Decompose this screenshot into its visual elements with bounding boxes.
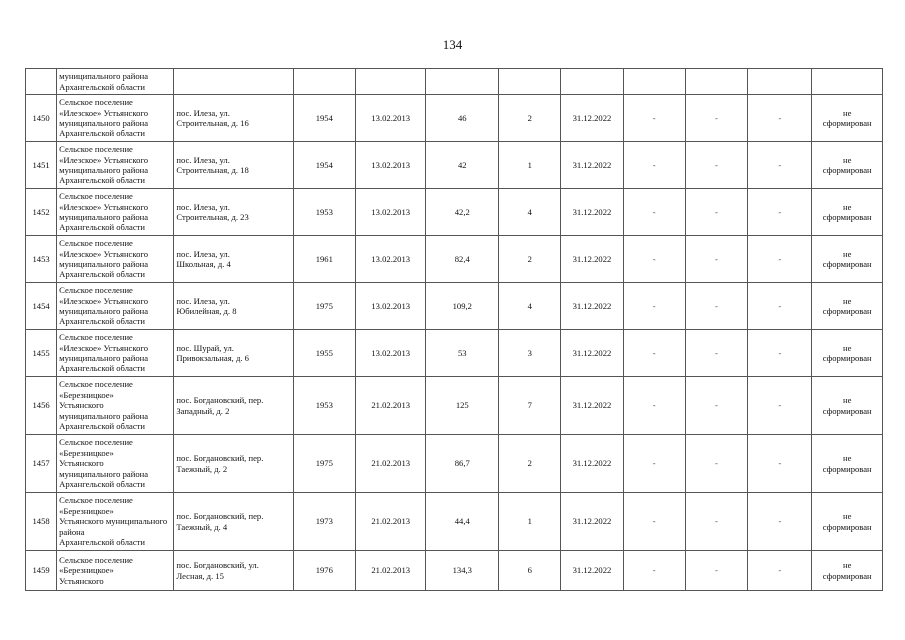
cell-date: 21.02.2013 — [355, 493, 426, 551]
cell-line: Архангельской области — [59, 537, 145, 548]
cell-line: «Илезское» Устьянского — [59, 154, 148, 165]
cell-line: «Березницкое» — [59, 447, 114, 458]
cell-municipality — [57, 236, 174, 283]
cell-line: не — [842, 342, 852, 353]
cell-address — [174, 435, 293, 493]
cell-year: 1961 — [293, 236, 355, 283]
cell-empty — [685, 69, 747, 95]
table-row — [26, 283, 883, 330]
cell-deadline: 31.12.2022 — [561, 283, 623, 330]
cell-dash: - — [623, 142, 685, 189]
cell-line: пос. Богдановский, ул. — [176, 560, 259, 571]
cell-deadline: 31.12.2022 — [561, 236, 623, 283]
cell-deadline: 31.12.2022 — [561, 95, 623, 142]
cell-dash: - — [685, 330, 747, 377]
cell-line: Школьная, д. 4 — [176, 259, 231, 269]
cell-line: Архангельской области — [59, 421, 145, 432]
cell-municipality — [57, 283, 174, 330]
cell-dash: - — [685, 435, 747, 493]
cell-line: «Березницкое» — [59, 505, 114, 516]
cell-status — [812, 236, 883, 283]
cell-dash: - — [623, 493, 685, 551]
cell-line: Строительная, д. 23 — [176, 212, 249, 222]
cell-dash: - — [623, 236, 685, 283]
cell-empty — [748, 69, 812, 95]
cell-municipality — [57, 551, 174, 591]
table-row — [26, 551, 883, 591]
cell-residents: 6 — [499, 551, 561, 591]
cell-deadline: 31.12.2022 — [561, 377, 623, 435]
cell-dash: - — [748, 377, 812, 435]
cell-date: 13.02.2013 — [355, 330, 426, 377]
cell-line: сформирован — [822, 463, 872, 474]
cell-line: пос. Богдановский, пер. — [176, 395, 264, 406]
cell-line: Сельское поселение — [59, 285, 133, 296]
table-row — [26, 142, 883, 189]
page-number: 134 — [442, 37, 463, 52]
cell-num: 1454 — [26, 283, 57, 330]
cell-year: 1954 — [293, 95, 355, 142]
cell-residents: 7 — [499, 377, 561, 435]
cell-line: Архангельской области — [59, 222, 145, 233]
cell-line: сформирован — [822, 570, 872, 581]
cell-dash: - — [748, 189, 812, 236]
table-row — [26, 493, 883, 551]
cell-date: 13.02.2013 — [355, 95, 426, 142]
cell-num — [26, 69, 57, 95]
cell-num: 1455 — [26, 330, 57, 377]
cell-address — [174, 95, 293, 142]
cell-dash: - — [748, 551, 812, 591]
cell-year: 1975 — [293, 283, 355, 330]
continuation-row — [26, 69, 883, 95]
cell-address — [174, 236, 293, 283]
cell-residents: 4 — [499, 189, 561, 236]
cell-line: «Илезское» Устьянского — [59, 248, 148, 259]
table-row — [26, 236, 883, 283]
cell-deadline: 31.12.2022 — [561, 435, 623, 493]
cell-date: 21.02.2013 — [355, 377, 426, 435]
cell-empty — [561, 69, 623, 95]
cell-dash: - — [748, 435, 812, 493]
cell-line: Сельское поселение — [59, 97, 133, 108]
cell-status — [812, 435, 883, 493]
cell-line: не — [842, 201, 852, 212]
cell-line: Устьянского — [59, 575, 104, 586]
cell-line: пос. Илеза, ул. — [176, 201, 230, 212]
cell-dash: - — [685, 236, 747, 283]
cell-dash: - — [685, 142, 747, 189]
cell-line: Архангельской области — [59, 363, 145, 374]
cell-line: муниципального района — [59, 353, 149, 363]
cell-deadline: 31.12.2022 — [561, 142, 623, 189]
cell-line: пос. Илеза, ул. — [176, 248, 230, 259]
cell-residents: 4 — [499, 283, 561, 330]
cell-residents: 2 — [499, 435, 561, 493]
cell-line: «Березницкое» — [59, 389, 114, 400]
cell-empty — [426, 69, 499, 95]
cell-line: Строительная, д. 16 — [176, 118, 249, 128]
cell-line: пос. Шурай, ул. — [176, 342, 234, 353]
cell-municipality — [57, 493, 174, 551]
cell-num: 1456 — [26, 377, 57, 435]
cell-area: 46 — [426, 95, 499, 142]
cell-line: сформирован — [822, 165, 872, 175]
cell-num: 1452 — [26, 189, 57, 236]
cell-line: пос. Илеза, ул. — [176, 107, 230, 118]
cell-empty — [293, 69, 355, 95]
cell-dash: - — [748, 493, 812, 551]
table-row — [26, 189, 883, 236]
cell-dash: - — [748, 95, 812, 142]
cell-area: 82,4 — [426, 236, 499, 283]
cell-status — [812, 189, 883, 236]
cell-residents: 1 — [499, 142, 561, 189]
cell-line: муниципального района — [59, 468, 149, 479]
cell-municipality — [57, 377, 174, 435]
cell-status — [812, 330, 883, 377]
cell-residents: 3 — [499, 330, 561, 377]
cell-dash: - — [623, 551, 685, 591]
cell-line: Западный, д. 2 — [176, 405, 230, 416]
cell-line: «Илезское» Устьянского — [59, 201, 148, 212]
cell-num: 1457 — [26, 435, 57, 493]
cell-line: пос. Богдановский, пер. — [176, 511, 264, 522]
cell-empty — [812, 69, 883, 95]
cell-line: муниципального района — [59, 410, 149, 421]
cell-municipality — [57, 330, 174, 377]
cell-line: муниципального района — [59, 259, 149, 269]
cell-line: муниципального района — [59, 118, 149, 128]
cell-line: Архангельской области — [59, 128, 145, 139]
housing-register-table — [25, 68, 883, 591]
cell-status — [812, 95, 883, 142]
cell-date: 13.02.2013 — [355, 283, 426, 330]
cell-year: 1953 — [293, 377, 355, 435]
cell-line: Сельское поселение — [59, 238, 133, 249]
cell-line: Сельское поселение — [59, 554, 133, 565]
cell-line: Сельское поселение — [59, 437, 133, 448]
cell-line: Сельское поселение — [59, 144, 133, 155]
cell-line: муниципального района — [59, 306, 149, 316]
cell-dash: - — [623, 330, 685, 377]
cell-status — [812, 283, 883, 330]
cell-address — [174, 551, 293, 591]
cell-dash: - — [685, 283, 747, 330]
cell-year: 1973 — [293, 493, 355, 551]
cell-line: не — [842, 560, 852, 571]
cell-line: Устьянского — [59, 458, 104, 469]
cell-address — [174, 142, 293, 189]
cell-line: Архангельской области — [59, 316, 145, 327]
cell-dash: - — [685, 551, 747, 591]
cell-dash: - — [685, 377, 747, 435]
cell-status — [812, 493, 883, 551]
cell-dash: - — [748, 283, 812, 330]
cell-line: сформирован — [822, 118, 872, 128]
cell-empty — [499, 69, 561, 95]
cell-dash: - — [685, 95, 747, 142]
cell-line: Таежный, д. 2 — [176, 463, 228, 474]
cell-line: не — [842, 511, 852, 522]
cell-area: 134,3 — [426, 551, 499, 591]
cell-residents: 2 — [499, 95, 561, 142]
cell-municipality — [57, 435, 174, 493]
cell-dash: - — [623, 435, 685, 493]
cell-address — [174, 377, 293, 435]
cell-num: 1450 — [26, 95, 57, 142]
cell-area: 42,2 — [426, 189, 499, 236]
cell-deadline: 31.12.2022 — [561, 551, 623, 591]
cell-line: Таежный, д. 4 — [176, 521, 228, 532]
cell-line: Сельское поселение — [59, 332, 133, 343]
cell-area: 53 — [426, 330, 499, 377]
cell-year: 1975 — [293, 435, 355, 493]
cell-area: 42 — [426, 142, 499, 189]
cell-line: Устьянского муниципального района — [59, 516, 168, 537]
cell-date: 13.02.2013 — [355, 236, 426, 283]
cell-line: муниципального района — [59, 212, 149, 222]
cell-num: 1458 — [26, 493, 57, 551]
cell-empty — [623, 69, 685, 95]
cell-area: 86,7 — [426, 435, 499, 493]
cell-empty — [355, 69, 426, 95]
cell-line: «Илезское» Устьянского — [59, 342, 148, 353]
cell-line: «Илезское» Устьянского — [59, 107, 148, 118]
table-row — [26, 95, 883, 142]
cell-line: сформирован — [822, 405, 872, 416]
cell-line: Юбилейная, д. 8 — [176, 306, 237, 316]
cell-address — [174, 330, 293, 377]
cell-status — [812, 377, 883, 435]
cell-num: 1459 — [26, 551, 57, 591]
cell-line: не — [842, 395, 852, 406]
cell-residents: 1 — [499, 493, 561, 551]
cell-dash: - — [685, 493, 747, 551]
cell-deadline: 31.12.2022 — [561, 330, 623, 377]
cell-dash: - — [623, 377, 685, 435]
cell-status — [812, 142, 883, 189]
cell-line: муниципального района — [59, 71, 149, 82]
table-row — [26, 435, 883, 493]
cell-line: сформирован — [822, 259, 872, 269]
cell-dash: - — [685, 189, 747, 236]
cell-dash: - — [623, 95, 685, 142]
cell-address — [174, 283, 293, 330]
cell-line: сформирован — [822, 353, 872, 363]
cell-line: Архангельской области — [59, 175, 145, 186]
cell-area: 44,4 — [426, 493, 499, 551]
cell-dash: - — [623, 189, 685, 236]
cell-line: Архангельской области — [59, 269, 145, 280]
cell-line: Устьянского — [59, 400, 104, 411]
cell-date: 21.02.2013 — [355, 435, 426, 493]
cell-line: не — [842, 248, 852, 259]
cell-year: 1953 — [293, 189, 355, 236]
cell-area: 109,2 — [426, 283, 499, 330]
cell-line: «Илезское» Устьянского — [59, 295, 148, 306]
cell-line: пос. Илеза, ул. — [176, 154, 230, 165]
cell-year: 1954 — [293, 142, 355, 189]
cell-empty — [174, 69, 293, 95]
cell-line: сформирован — [822, 212, 872, 222]
cell-line: не — [842, 453, 852, 464]
cell-dash: - — [748, 142, 812, 189]
cell-line: Лесная, д. 15 — [176, 570, 224, 581]
cell-line: Привокзальная, д. 6 — [176, 353, 249, 363]
cell-dash: - — [623, 283, 685, 330]
cell-num: 1453 — [26, 236, 57, 283]
cell-line: «Березницкое» — [59, 565, 114, 576]
cell-municipality — [57, 189, 174, 236]
cell-deadline: 31.12.2022 — [561, 493, 623, 551]
cell-residents: 2 — [499, 236, 561, 283]
cell-municipality — [57, 69, 174, 95]
cell-line: Сельское поселение — [59, 191, 133, 202]
cell-line: Сельское поселение — [59, 379, 133, 390]
cell-date: 13.02.2013 — [355, 142, 426, 189]
cell-line: муниципального района — [59, 165, 149, 175]
cell-line: сформирован — [822, 521, 872, 532]
cell-line: не — [842, 154, 852, 165]
cell-status — [812, 551, 883, 591]
table-row — [26, 377, 883, 435]
cell-area: 125 — [426, 377, 499, 435]
cell-address — [174, 493, 293, 551]
table-row — [26, 330, 883, 377]
table-body — [26, 69, 883, 591]
cell-date: 21.02.2013 — [355, 551, 426, 591]
cell-dash: - — [748, 236, 812, 283]
cell-line: Архангельской области — [59, 479, 145, 490]
cell-date: 13.02.2013 — [355, 189, 426, 236]
cell-num: 1451 — [26, 142, 57, 189]
cell-line: сформирован — [822, 306, 872, 316]
cell-year: 1955 — [293, 330, 355, 377]
cell-year: 1976 — [293, 551, 355, 591]
cell-line: не — [842, 107, 852, 118]
cell-municipality — [57, 142, 174, 189]
cell-line: Архангельской области — [59, 81, 145, 92]
cell-dash: - — [748, 330, 812, 377]
cell-address — [174, 189, 293, 236]
cell-line: не — [842, 295, 852, 306]
cell-line: Сельское поселение — [59, 495, 133, 506]
cell-line: Строительная, д. 18 — [176, 165, 249, 175]
cell-line: пос. Богдановский, пер. — [176, 453, 264, 464]
cell-line: пос. Илеза, ул. — [176, 295, 230, 306]
cell-municipality — [57, 95, 174, 142]
cell-deadline: 31.12.2022 — [561, 189, 623, 236]
